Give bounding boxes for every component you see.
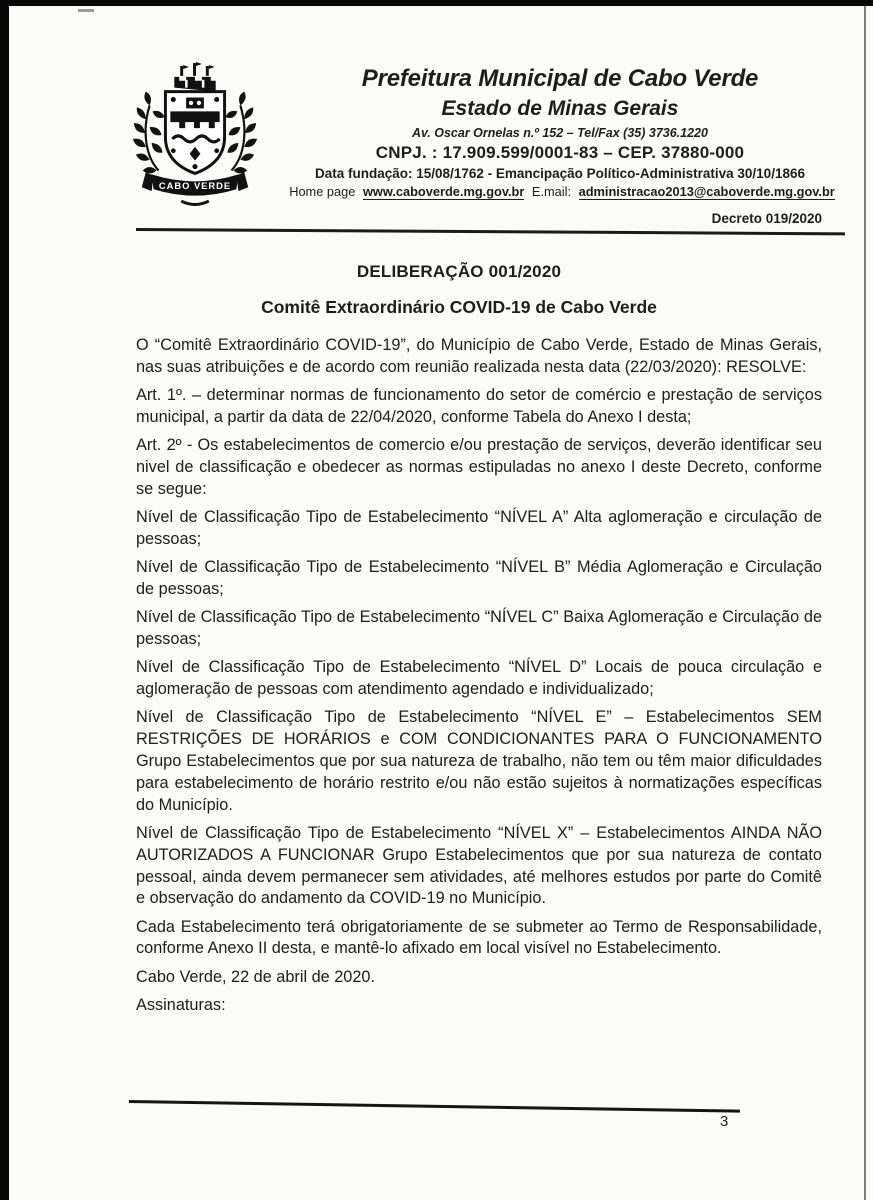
paragraph: Assinaturas: [136,996,226,1015]
document-subtitle: Comitê Extraordinário COVID-19 de Cabo Verde [261,297,657,317]
paragraph: Nível de Classificação Tipo de Estabelecimento “NÍVEL D” Locais de pouca circulação e aglomeração de pessoas com atendimento agendado e individualizado; [136,658,822,699]
banner-text: CABO VERDE [158,181,232,192]
homepage-label: Home page [289,183,356,199]
foundation-line: Data fundação: 15/08/1762 - Emancipação Político-Administrativa 30/10/1866 [315,166,805,182]
paragraph: Cada Estabelecimento terá obrigatoriamente de se submeter ao Termo de Responsabilidade, conforme Anexo II desta, e mantê-lo afixado em local visível no Estabelecimento. [136,917,822,958]
document-title: DELIBERAÇÃO 001/2020 [356,262,562,281]
footer-divider-line [129,1100,740,1113]
state-name: Estado de Minas Gerais [441,96,679,120]
paragraph: Nível de Classificação Tipo de Estabelecimento “NÍVEL X” – Estabelecimentos AINDA NÃO AUTORIZADOS A FUNCIONAR Grupo Estabelecimentos que por sua natureza de contato pessoal, ainda devem permanecer sem atividades, até melhores estudos por parte do Comitê e observação do andamento da COVID-19 no Município. [136,823,822,908]
crown-icon [174,62,215,92]
email-address: administracao2013@caboverde.mg.gov.br [578,183,835,199]
paragraph: O “Comitê Extraordinário COVID-19”, do Município de Cabo Verde, Estado de Minas Gerais, nas suas atribuições e de acordo com reunião realizada nesta data (22/03/2020): RESOLVE: [136,336,822,376]
scan-edge-left [0,0,9,1200]
scan-edge-right [864,6,866,1200]
banner-ribbon [142,172,248,204]
decree-reference: Decreto 019/2020 [711,211,822,226]
scan-edge-top [0,0,873,6]
homepage-url: www.caboverde.mg.gov.br [362,183,525,199]
paragraph: Nível de Classificação Tipo de Estabelecimento “NÍVEL C” Baixa Aglomeração e Circulação de pessoas; [136,608,822,649]
paragraph: Art. 2º - Os estabelecimentos de comercio e/ou prestação de serviços, deverão identificar seu nivel de classificação e obedecer as normas estipuladas no anexo I deste Decreto, conforme se segue: [136,436,822,498]
paragraph-list [136,335,822,1017]
coat-of-arms-graphic [126,60,264,208]
paragraph: Nível de Classificação Tipo de Estabelecimento “NÍVEL A” Alta aglomeração e circulação de pessoas; [136,508,822,548]
scan-artifact-dash [78,9,94,12]
branch-left-icon [133,92,165,174]
email-label: E.mail: [531,183,572,199]
page-number: 3 [720,1113,729,1130]
branch-right-icon [226,92,258,174]
paragraph: Art. 1º. – determinar normas de funcionamento do setor de comércio e prestação de serviços municipal, a partir da data de 22/04/2020, conforme Tabela do Anexo I desta; [136,386,822,426]
paragraph: Nível de Classificação Tipo de Estabelecimento “NÍVEL B” Média Aglomeração e Circulação de pessoas; [136,558,822,598]
header-divider-line [136,228,845,235]
paragraph: Cabo Verde, 22 de abril de 2020. [136,967,375,986]
municipal-coat-of-arms [126,60,264,208]
contact-line [276,185,844,199]
organization-name: Prefeitura Municipal de Cabo Verde [361,65,759,92]
letterhead [276,66,844,199]
document-body [136,262,822,1017]
paragraph: Nível de Classificação Tipo de Estabelecimento “NÍVEL E” – Estabelecimentos SEM RESTRIÇÕES DE HORÁRIOS e COM CONDICIONANTES PARA O FUNCIONAMENTO Grupo Estabelecimentos que por sua natureza de trabalho, não tem ou têm maior dificuldades para estabelecimento de horário restrito e/ou não estão sujeitos à normatizações específicas do Município. [136,708,822,814]
cnpj-cep-line: CNPJ. : 17.909.599/0001-83 – CEP. 37880-000 [375,143,745,163]
shield-icon [165,92,224,174]
address-phone-line: Av. Oscar Ornelas n.º 152 – Tel/Fax (35) 3736.1220 [412,126,708,141]
